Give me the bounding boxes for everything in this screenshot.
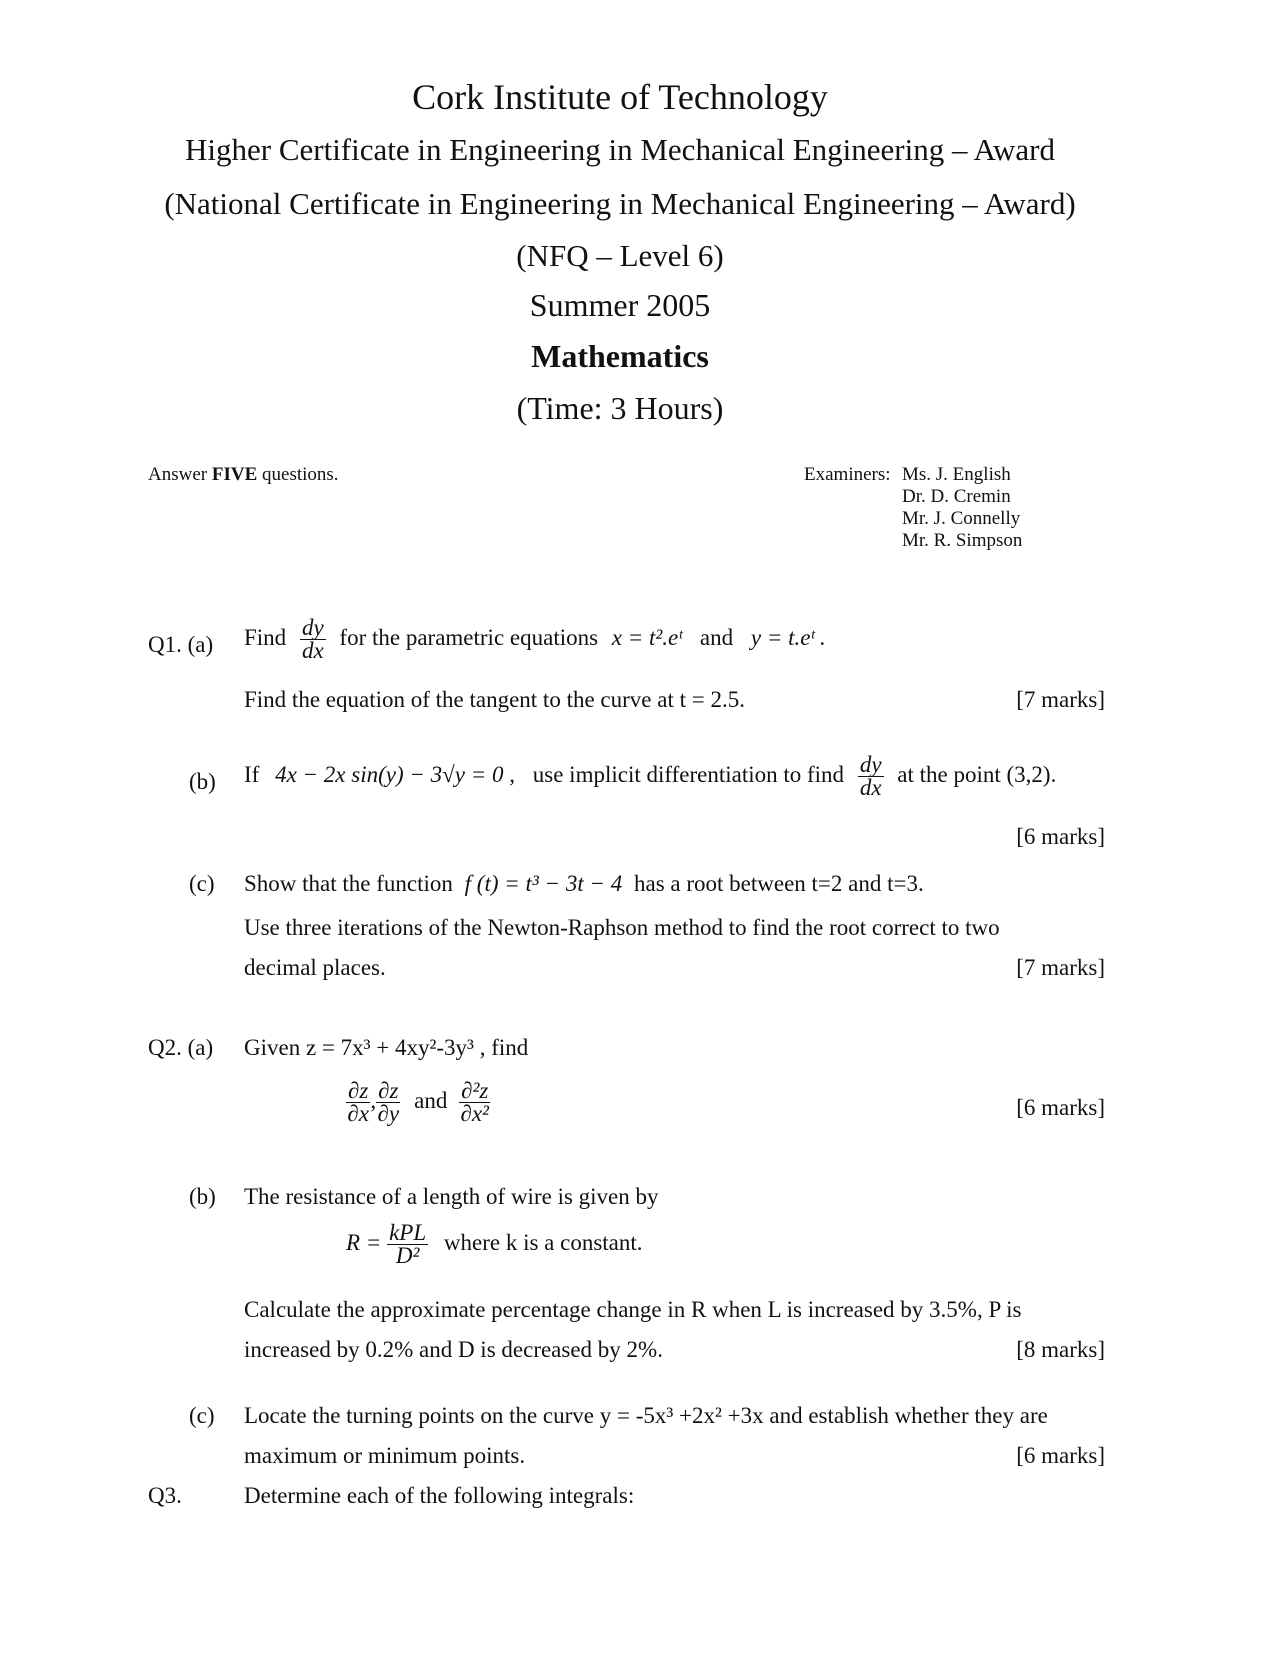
q1c-function: f (t) = t³ − 3t − 4 — [464, 871, 623, 896]
q1a-line1 — [244, 617, 826, 662]
q1a-eq-x: x = t².eᵗ — [611, 624, 683, 650]
q1b-label: (b) — [189, 769, 216, 794]
q2b-line3: increased by 0.2% and D is decreased by 2%. — [244, 1337, 663, 1362]
instructions-count: FIVE — [211, 464, 258, 485]
q1b-point: at the point (3,2). — [897, 761, 1057, 787]
nfq-level: (NFQ – Level 6) — [516, 238, 724, 273]
q1c-text2: has a root between t=2 and t=3. — [633, 871, 924, 896]
q1a-text: for the parametric equations — [339, 624, 599, 650]
q1b-if: If — [244, 761, 260, 787]
examiner-name: Mr. J. Connelly — [902, 508, 1021, 529]
frac-num: ∂z — [378, 1078, 399, 1103]
q1c-marks: [7 marks] — [1016, 955, 1105, 980]
examiner-name: Dr. D. Cremin — [902, 486, 1011, 507]
q1a-eq-y: y = t.eᵗ . — [750, 624, 826, 650]
q2b-label: (b) — [189, 1184, 216, 1209]
q1a-line2: Find the equation of the tangent to the curve at t = 2.5. — [244, 687, 745, 712]
dy-dx-fraction — [300, 617, 326, 662]
formula-note: where k is a constant. — [443, 1229, 643, 1255]
q1c-text1: Show that the function — [244, 871, 453, 896]
frac-den: dx — [859, 775, 882, 800]
frac-den: ∂y — [377, 1101, 400, 1126]
q1a-and: and — [699, 624, 734, 650]
q1c-label: (c) — [189, 871, 215, 896]
institute-title: Cork Institute of Technology — [412, 77, 828, 117]
dz-dy-fraction — [376, 1080, 400, 1125]
kpl-d2-fraction — [387, 1222, 428, 1267]
q2a-text: Given z = 7x³ + 4xy²-3y³ , find — [244, 1035, 529, 1060]
q1a-find: Find — [244, 624, 287, 650]
q1b-line1 — [244, 754, 1056, 799]
formula-lhs: R = — [346, 1229, 382, 1255]
q2b-line2: Calculate the approximate percentage change in R when L is increased by 3.5%, P is — [244, 1297, 1022, 1322]
frac-num: kPL — [389, 1220, 427, 1245]
examiner-name: Ms. J. English — [902, 464, 1011, 485]
q1b-marks: [6 marks] — [1016, 824, 1105, 849]
instructions — [148, 464, 339, 486]
frac-num: ∂z — [348, 1078, 369, 1103]
frac-den: dx — [301, 638, 324, 663]
programme-title: Higher Certificate in Engineering in Mechanical Engineering – Award — [184, 132, 1055, 167]
q2c-marks: [6 marks] — [1016, 1443, 1105, 1468]
programme-alt-title: (National Certificate in Engineering in Mechanical Engineering – Award) — [164, 186, 1076, 221]
instructions-suffix: questions. — [262, 464, 339, 485]
q1b-text: use implicit differentiation to find — [532, 761, 845, 787]
frac-num: dy — [859, 752, 882, 777]
q2a-marks: [6 marks] — [1016, 1095, 1105, 1120]
q2b-formula — [346, 1222, 643, 1267]
q3-label: Q3. — [148, 1483, 182, 1508]
q1c-line3: decimal places. — [244, 955, 386, 980]
dz-dx-fraction — [346, 1080, 370, 1125]
examiner-name: Mr. R. Simpson — [902, 530, 1023, 551]
comma: , — [370, 1087, 377, 1113]
q1c-line2: Use three iterations of the Newton-Raphson method to find the root correct to two — [244, 915, 1000, 940]
q1-label: Q1. (a) — [148, 632, 214, 657]
q1a-marks: [7 marks] — [1016, 687, 1105, 712]
exam-session: Summer 2005 — [529, 287, 711, 323]
q3-text: Determine each of the following integrals: — [244, 1483, 635, 1508]
dy-dx-fraction — [858, 754, 884, 799]
q2a-and: and — [414, 1087, 448, 1113]
frac-num: ∂²z — [461, 1078, 489, 1103]
examiners-label: Examiners: — [804, 464, 891, 485]
examiners-list — [902, 464, 1022, 552]
d2z-dx2-fraction — [459, 1080, 490, 1125]
q1b-equation: 4x − 2x sin(y) − 3√y = 0 , — [275, 761, 516, 787]
q2c-line2: maximum or minimum points. — [244, 1443, 526, 1468]
q2-label: Q2. (a) — [148, 1035, 214, 1060]
instructions-prefix: Answer — [148, 464, 208, 485]
q2a-partials — [346, 1080, 490, 1125]
q1c-line1 — [244, 870, 924, 898]
q2b-marks: [8 marks] — [1016, 1337, 1105, 1362]
exam-duration: (Time: 3 Hours) — [516, 390, 724, 426]
frac-den: D² — [395, 1243, 420, 1268]
q2c-line1: Locate the turning points on the curve y = -5x³ +2x² +3x and establish whether they are — [244, 1403, 1048, 1428]
subject-title: Mathematics — [531, 338, 709, 374]
frac-den: ∂x² — [460, 1101, 489, 1126]
q2b-text: The resistance of a length of wire is given by — [244, 1184, 659, 1209]
frac-den: ∂x — [347, 1101, 369, 1126]
q2c-label: (c) — [189, 1403, 215, 1428]
frac-num: dy — [301, 615, 324, 640]
